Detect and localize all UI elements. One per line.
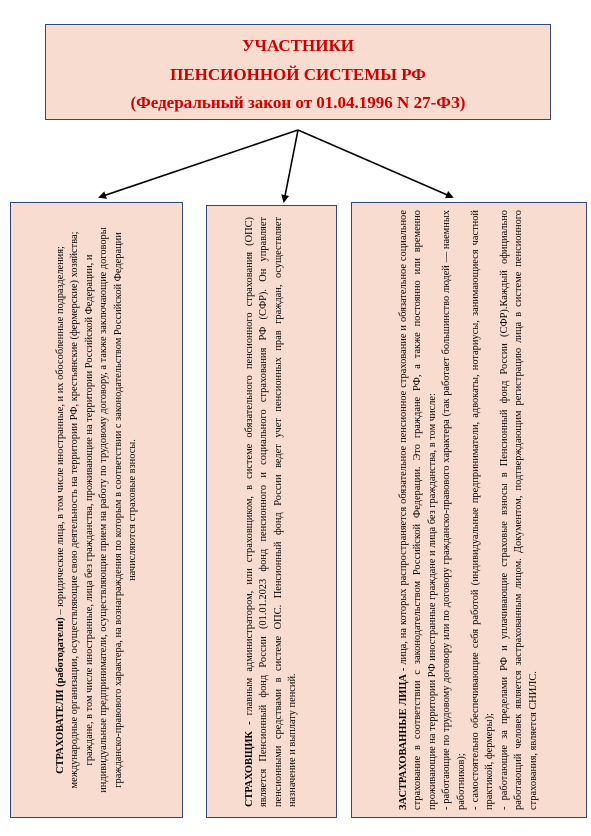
title-line-3: (Федеральный закон от 01.04.1996 N 27-ФЗ) (130, 93, 466, 112)
insurers-box (10, 202, 183, 818)
title-line-2: ПЕНСИОННОЙ СИСТЕМЫ РФ (170, 65, 426, 84)
insurer-text (243, 217, 301, 807)
insured-description: - лица, на которых распространяется обязательное пенсионное страхование и обязательное социальное страхование в соответствии с законодательством Российской Федерации. Это граждане РФ, а также постоянно или временно проживающие на территории РФ иностранные граждане и лица без гражданства, в том числе: (397, 210, 438, 810)
insured-text (397, 210, 541, 810)
insured-item: - самостоятельно обеспечивающие себя работой (индивидуальные предприниматели, адвокаты, нотариусы, занимающиеся частной практикой, фермеры); (470, 210, 496, 810)
insurer-term: СТРАХОВЩИК - (243, 720, 255, 807)
arrow-to-insured (298, 130, 452, 197)
insurer-box (206, 205, 337, 818)
insured-item: - работающие за пределами РФ и уплачивающие страховые взносы в Пенсионный фонд России (СФР).Каждый официально работающий человек является застрахованным лицом. Документом, подтверждающим регистрацию лица в системе пенсионного страхования, является СНИЛС. (498, 210, 539, 810)
insurers-term: СТРАХОВАТЕЛИ (работодатели) (54, 617, 66, 774)
insured-item: - работающие по трудовому договору или по договору гражданско-правового характера (так работает большинство людей — наемных работников); (441, 210, 467, 810)
insurers-text (53, 220, 139, 800)
arrow-to-insurers (100, 130, 298, 197)
arrow-to-insurer (284, 130, 298, 201)
insured-box (351, 202, 587, 818)
title-line-1: УЧАСТНИКИ (242, 36, 354, 55)
insurers-description: – юридические лица, в том числе иностранные, и их обособленные подразделения; международные организации, осуществляющие свою деятельность на территории РФ, крестьянские (фермерские) хозяйства; граждане, в том числе иностранные, лица без гражданства, проживающие на территории Российской Федерации, и индивидуальные предприниматели, осуществляющие прием на работу по трудовому договору, а также заключающие договоры гражданско-правового характера, на вознаграждения по которым в соответствии с законодательством Российской Федерации начисляются страховые взносы. (54, 227, 138, 793)
insurer-description: главным администратором, или страховщиком, в системе обязательного пенсионного страхования (ОПС) является Пенсионный фонд России (01.01.2023 фонд пенсионного и социального страхования РФ (СФР). Он управляет пенсионными средствами в системе ОПС. Пенсионный фонд России ведет учет пенсионных прав граждан, осуществляет назначение и выплату пенсий. (243, 216, 298, 807)
insured-term: ЗАСТРАХОВАННЫЕ ЛИЦА (397, 674, 409, 810)
